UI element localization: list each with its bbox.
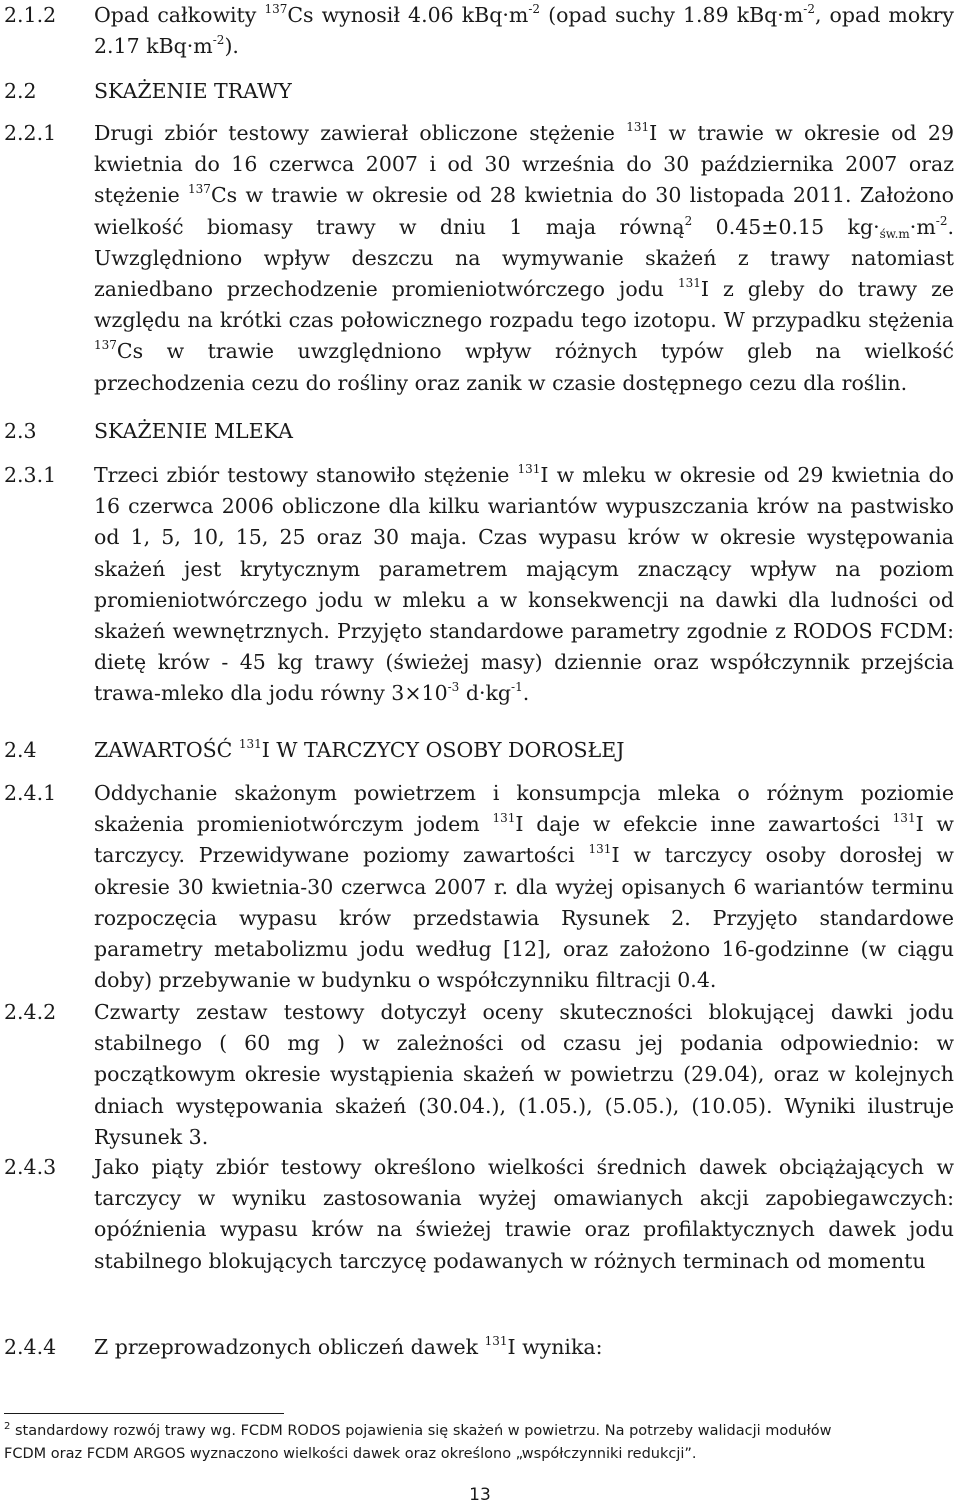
paragraph-number: 2.1.2 <box>4 3 57 27</box>
section-heading-2-2 <box>4 76 954 107</box>
paragraph-text: Opad całkowity $^{137}$Cs wynosił 4.06 $kBq\cdot m^{-2}$ (opad suchy 1.89 $kBq\cdot m^{-2}$, opad mokry 2.17 $kBq\cdot m^{-2}$). <box>94 2 954 59</box>
section-title: ZAWARTOŚĆ $^{131}$I W TARCZYCY OSOBY DOROSŁEJ <box>94 737 625 762</box>
paragraph-number: 2.3.1 <box>4 463 57 487</box>
paragraph-text: Trzeci zbiór testowy stanowiło stężenie $^{131}$I w mleku w okresie od 29 kwietnia do 16 czerwca 2006 obliczone dla kilku wariantów wypuszczania krów na pastwisko od 1, 5, 10, 15, 25 oraz 30 maja. Czas wypasu krów w okresie występowania skażeń jest krytycznym parametrem mającym znaczący wpływ na poziom promieniotwórczego jodu w mleku a w konsekwencji na dawki dla ludności od skażeń wewnętrznych. Przyjęto standardowe parametry zgodnie z RODOS FCDM: dietę krów - 45 kg trawy (świeżej masy) dziennie oraz współczynnik przejścia trawa-mleko dla jodu równy $3\times 10^{-3}$ $d\cdot kg^{-1}$. <box>94 462 954 706</box>
section-title: SKAŻENIE MLEKA <box>94 419 293 443</box>
paragraph-2-4-3 <box>4 1152 954 1277</box>
paragraph-text: Z przeprowadzonych obliczeń dawek $^{131}$I wynika: <box>94 1334 603 1359</box>
paragraph-2-4-2 <box>4 997 954 1153</box>
paragraph-number: 2.4.3 <box>4 1155 57 1179</box>
section-number: 2.2 <box>4 79 37 103</box>
section-heading-2-3 <box>4 416 954 447</box>
paragraph-text: Czwarty zestaw testowy dotyczył oceny skuteczności blokującej dawki jodu stabilnego ( 60 mg ) w zależności od czasu jej podania odpowiednio: w początkowym okresie wystąpienia skażeń w powietrzu (29.04), oraz w kolejnych dniach występowania skażeń (30.04.), (1.05.), (5.05.), (10.05). Wyniki ilustruje Rysunek 3. <box>94 1000 954 1149</box>
section-title: SKAŻENIE TRAWY <box>94 79 292 103</box>
footnote-line: $^2$ standardowy rozwój trawy wg. FCDM RODOS pojawienia się skażeń w powietrzu. Na potrzeby walidacji modułów <box>4 1421 832 1439</box>
footnote <box>4 1420 944 1466</box>
section-number: 2.4 <box>4 738 37 762</box>
paragraph-number: 2.4.2 <box>4 1000 57 1024</box>
paragraph-2-4-1 <box>4 778 954 996</box>
footnote-ref: 2 <box>684 213 693 228</box>
paragraph-number: 2.2.1 <box>4 121 57 145</box>
paragraph-2-1-2 <box>4 0 954 62</box>
paragraph-number: 2.4.1 <box>4 781 57 805</box>
paragraph-text: Oddychanie skażonym powietrzem i konsumpcja mleka o różnym poziomie skażenia promieniotwórczym jodem $^{131}$I daje w efekcie inne zawartości $^{131}$I w tarczycy. Przewidywane poziomy zawartości $^{131}$I w tarczycy osoby dorosłej w okresie 30 kwietnia-30 czerwca 2007 r. dla wyżej opisanych 6 wariantów terminu rozpoczęcia wypasu krów przedstawia Rysunek 2. Przyjęto standardowe parametry metabolizmu jodu według [12], oraz założono 16-godzinne (w ciągu doby) przebywanie w budynku o współczynniku filtracji 0.4. <box>94 781 954 993</box>
paragraph-text: Jako piąty zbiór testowy określono wielkości średnich dawek obciążających w tarczycy w wyniku zastosowania wyżej omawianych akcji zapobiegawczych: opóźnienia wypasu krów na świeżej trawie oraz profilaktycznych dawek jodu stabilnego blokujących tarczycę podawanych w różnych terminach od momentu <box>94 1155 954 1273</box>
footnote-line: FCDM oraz FCDM ARGOS wyznaczono wielkości dawek oraz określono „współczynniki redukcji”. <box>4 1446 697 1462</box>
paragraph-2-4-4 <box>4 1332 954 1363</box>
paragraph-text: Drugi zbiór testowy zawierał obliczone stężenie $^{131}$I w trawie w okresie od 29 kwietnia do 16 czerwca 2007 i od 30 września do 30 października 2007 oraz stężenie $^{137}$Cs w trawie w okresie od 28 kwietnia do 30 listopada 2011. Założono wielkość biomasy trawy w dniu 1 maja równą$^2$ 0.45±0.15 $kg\cdot_{św.m}\cdot m^{-2}$. Uwzględniono wpływ deszczu na wymywanie skażeń z trawy natomiast zaniedbano przechodzenie promieniotwórczego jodu $^{131}$I z gleby do trawy ze względu na krótki czas połowicznego rozpadu tego izotopu. W przypadku stężenia $^{137}$Cs w trawie uwzględniono wpływ różnych typów gleb na wielkość przechodzenia cezu do rośliny oraz zanik w czasie dostępnego cezu dla roślin. <box>94 120 955 395</box>
paragraph-2-2-1 <box>4 118 954 399</box>
footnote-divider <box>4 1413 284 1414</box>
section-heading-2-4 <box>4 735 954 766</box>
section-number: 2.3 <box>4 419 37 443</box>
footnote-marker: 2 <box>4 1421 11 1432</box>
paragraph-2-3-1 <box>4 460 954 710</box>
paragraph-number: 2.4.4 <box>4 1335 57 1359</box>
page-number: 13 <box>469 1485 491 1505</box>
